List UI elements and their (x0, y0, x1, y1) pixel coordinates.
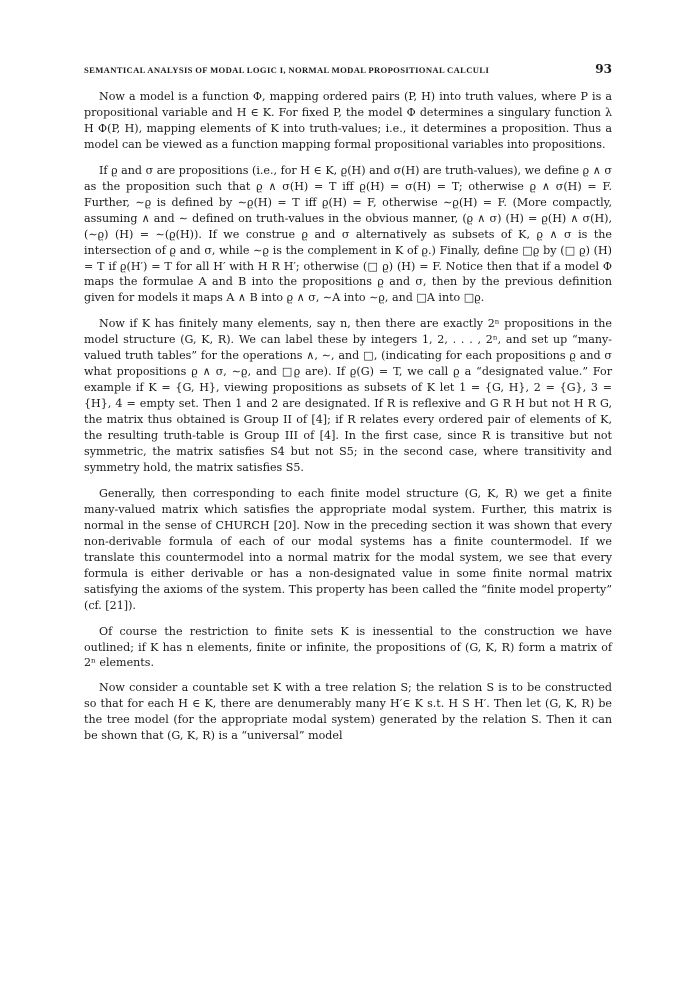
page-number: 93 (595, 62, 612, 76)
running-title: SEMANTICAL ANALYSIS OF MODAL LOGIC I, NORMAL MODAL PROPOSITIONAL CALCULI (84, 65, 490, 75)
paragraph-tree-relation: Now consider a countable set K with a tree relation S; the relation S is to be constructed so that for each H ∈ K, there are denumerably many H′∈ K s.t. H S H′. Then let (G, K, R) be the tree model (for the appropriate modal system) generated by the relation S. Then it can be shown that (G, K, R) is a “universal” model (84, 681, 612, 743)
page (84, 62, 612, 754)
paragraph-propositions-operations: If ϱ and σ are propositions (i.e., for H ∈ K, ϱ(H) and σ(H) are truth-values), we define ϱ ∧ σ as the proposition such that ϱ ∧ σ(H) = T iff ϱ(H) = σ(H) = T; otherwise ϱ ∧ σ(H) = F. Further, ∼ϱ is defined by ∼ϱ(H) = T iff ϱ(H) = F, otherwise ∼ϱ(H) = F. (More compactly, assuming ∧ and ∼ defined on truth-values in the obvious manner, (ϱ ∧ σ) (H) = ϱ(H) ∧ σ(H), (∼ϱ) (H) = ∼(ϱ(H)). If we construe ϱ and σ alternatively as subsets of K, ϱ ∧ σ is the intersection of ϱ and σ, while ∼ϱ is the complement in K of ϱ.) Finally, define □ϱ by (□ ϱ) (H) = T if ϱ(H′) = T for all H′ with H R H′; otherwise (□ ϱ) (H) = F. Notice then that if a model Φ maps the formulae A and B into the propositions ϱ and σ, then by the previous definition given for models it maps A ∧ B into ϱ ∧ σ, ∼A into ∼ϱ, and □A into □ϱ. (84, 163, 612, 305)
running-header (84, 62, 612, 76)
paragraph-infinite-sets: Of course the restriction to finite sets K is inessential to the construction we have outlined; if K has n elements, finite or infinite, the propositions of (G, K, R) form a matrix of 2ⁿ elements. (84, 624, 612, 670)
paragraph-model-definition: Now a model is a function Φ, mapping ordered pairs (P, H) into truth values, where P is a propositional variable and H ∈ K. For fixed P, the model Φ determines a singulary function λ H Φ(P, H), mapping elements of K into truth-values; i.e., it determines a proposition. Thus a model can be viewed as a function mapping formal propositional variables into propositions. (84, 90, 612, 151)
paragraph-finite-model-property: Generally, then corresponding to each finite model structure (G, K, R) we get a finite many-valued matrix which satisfies the appropriate modal system. Further, this matrix is normal in the sense of CHURCH [20]. Now in the preceding section it was shown that every non-derivable formula of each of our modal systems has a finite countermodel. If we translate this countermodel into a normal matrix for the modal system, we see that every formula is either derivable or has a non-designated value in some finite normal matrix satisfying the axioms of the system. This property has been called the “finite model property” (cf. [21]). (84, 486, 612, 612)
paragraph-finite-truth-tables: Now if K has finitely many elements, say n, then there are exactly 2ⁿ propositions in the model structure (G, K, R). We can label these by integers 1, 2, . . . , 2ⁿ, and set up “many-valued truth tables” for the operations ∧, ∼, and □, (indicating for each propositions ϱ and σ what propositions ϱ ∧ σ, ∼ϱ, and □ϱ are). If ϱ(G) = T, we call ϱ a “designated value.” For example if K = {G, H}, viewing propositions as subsets of K let 1 = {G, H}, 2 = {G}, 3 = {H}, 4 = empty set. Then 1 and 2 are designated. If R is reflexive and G R H but not H R G, the matrix thus obtained is Group II of [4]; if R relates every ordered pair of elements of K, the resulting truth-table is Group III of [4]. In the first case, since R is transitive but not symmetric, the matrix satisfies S4 but not S5; in the second case, where transitivity and symmetry hold, the matrix satisfies S5. (84, 317, 612, 474)
